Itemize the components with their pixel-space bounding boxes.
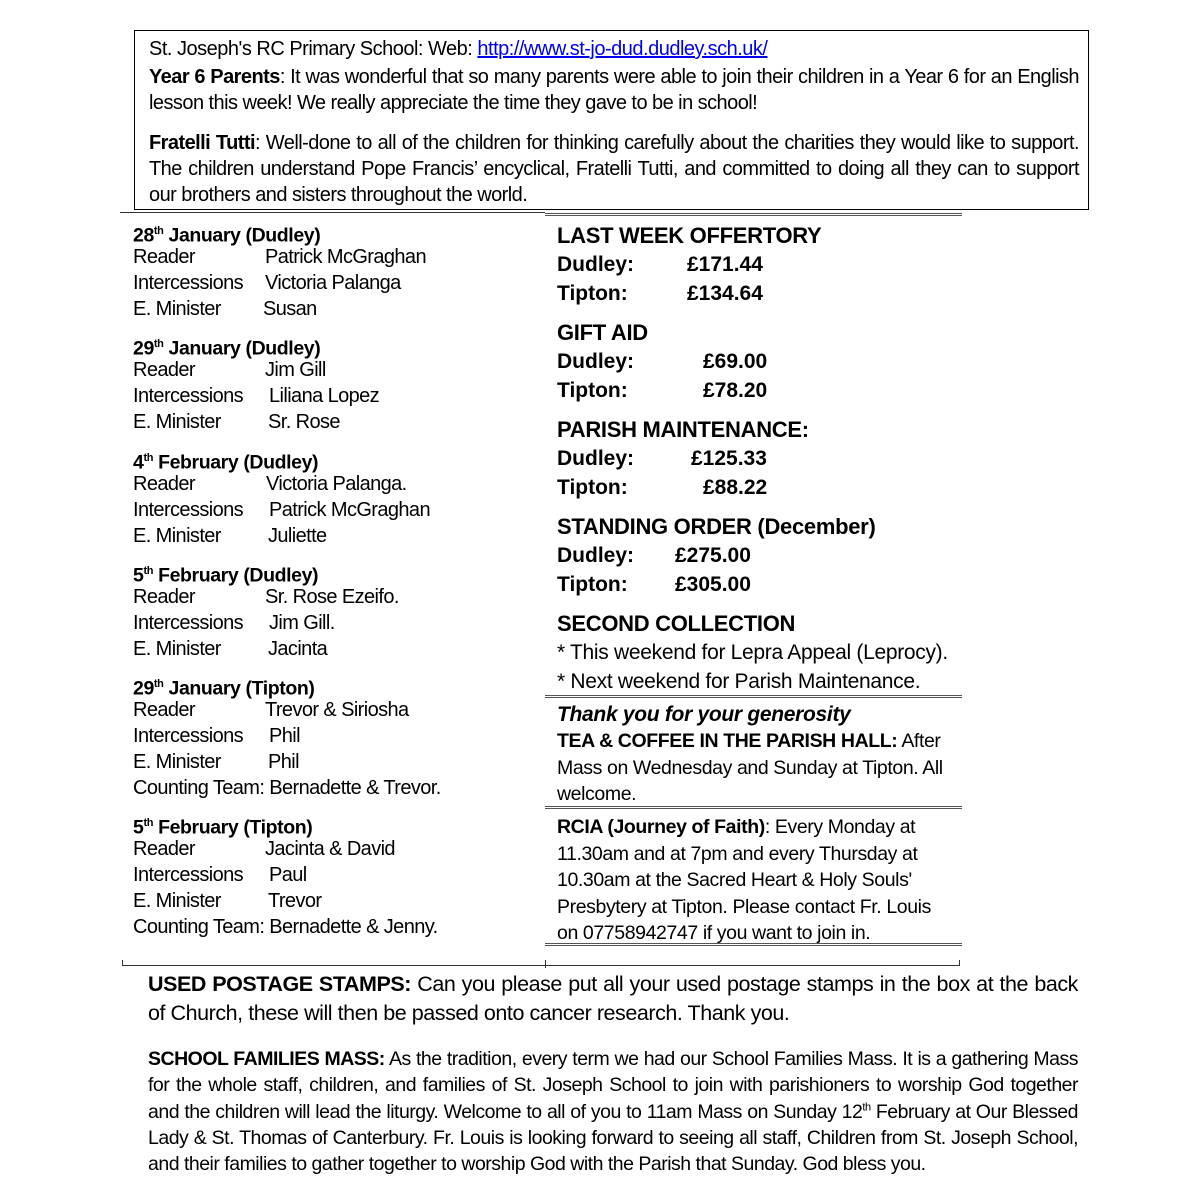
rota-entry [133,810,533,940]
rota-date [133,671,533,700]
standing-row [557,570,957,599]
rota-row-intercessions [133,497,533,523]
mass-text-2: February at Our Blessed Lady & St. Thomas of Canterbury. Fr. Louis is looking forward to seeing all staff, Children from St. Joseph School, and their families to gather together to worship God with the Parish that Sunday. God bless you. [148,1100,1079,1176]
role-label: Reader [133,838,195,860]
rcia-paragraph [557,814,952,947]
amount-value: £305.00 [675,573,751,596]
giftaid-row [557,347,957,376]
divider-bottom [122,965,960,966]
amount-value: £275.00 [675,544,751,567]
rota-day: 29 [133,337,154,360]
tick-right [959,960,960,966]
role-person: Patrick McGraghan [269,499,430,521]
role-person: Trevor [268,890,322,912]
rota-row-minister [133,636,533,662]
rota-row-reader [133,584,533,610]
counting-team: Counting Team: Bernadette & Jenny. [133,916,438,938]
tea-title: TEA & COFFEE IN THE PARISH HALL: [557,730,898,752]
role-person: Liliana Lopez [269,385,380,407]
role-person: Sr. Rose Ezeifo. [265,586,399,608]
role-person: Susan [263,298,317,320]
place-label: Dudley: [557,350,635,373]
rota-row-minister [133,749,533,775]
rota-date-rest: February (Dudley) [153,564,319,587]
role-label: Intercessions [133,272,244,294]
rota-date-rest: January (Tipton) [163,677,315,700]
tea-paragraph [557,728,952,808]
place-label: Tipton: [557,573,628,596]
role-person: Jim Gill. [269,612,335,634]
tick-left [122,960,123,966]
rota-entry [133,558,533,662]
year6-title: Year 6 Parents [149,66,280,88]
role-person: Jacinta [268,638,328,660]
role-person: Sr. Rose [268,411,340,433]
rota-row-intercessions [133,383,533,409]
rota-date-rest: January (Dudley) [163,337,321,360]
rota-day-suffix: th [153,338,164,350]
rota-row-minister [133,296,533,322]
rota-day-suffix: th [153,225,164,237]
rota-day: 29 [133,677,154,700]
mass-title: SCHOOL FAMILIES MASS: [148,1048,385,1070]
amount-value: £78.20 [703,379,768,402]
counting-team: Counting Team: Bernadette & Trevor. [133,777,441,799]
rota-date [133,810,533,839]
year6-paragraph [149,64,1079,116]
role-person: Victoria Palanga [265,272,401,294]
rota-row-reader [133,471,533,497]
maintenance-row [557,444,957,473]
rota-row-reader [133,836,533,862]
rota-date [133,558,533,587]
rota-row-intercessions [133,610,533,636]
rota-date [133,218,533,247]
role-person: Juliette [268,525,327,547]
stamps-text: Can you please put all your used postage stamps in the box at the back of Church, these will then be passed onto cancer research. Thank you. [148,972,1078,1025]
giftaid-title: GIFT AID [557,320,648,345]
rota-day: 28 [133,224,154,247]
rota-day-suffix: th [143,817,154,829]
rota-row-reader [133,357,533,383]
stamps-title: USED POSTAGE STAMPS: [148,972,411,996]
rota-row-minister [133,409,533,435]
second-collection-title: SECOND COLLECTION [557,611,796,636]
role-label: Intercessions [133,385,244,407]
rota-entry [133,671,533,801]
rcia-section [557,814,957,947]
rota-date-rest: February (Tipton) [153,816,313,839]
school-web-link[interactable]: http://www.st-jo-dud.dudley.sch.uk/ [477,38,768,60]
rota-day-suffix: th [143,565,154,577]
rota-row-intercessions [133,270,533,296]
mass-sup: th [862,1101,871,1114]
role-label: E. Minister [133,525,221,547]
fratelli-text: : Well-done to all of the children for thinking carefully about the charities they would like to support. The children understand Pope Francis’ encyclical, Fratelli Tutti, and committed to doing all they can to support our brothers and sisters throughout the world. [149,132,1079,206]
standing-row [557,541,957,570]
rota-date [133,331,533,360]
rota-entry [133,218,533,322]
place-label: Tipton: [557,282,628,305]
role-person: Phil [269,725,300,747]
second-collection-note: * Next weekend for Parish Maintenance. [557,670,921,693]
rota-date [133,445,533,474]
rota-row-reader [133,697,533,723]
school-mass-paragraph [148,1046,1078,1177]
rota-entry [133,331,533,435]
school-news-box [134,30,1089,210]
rota-row-minister [133,888,533,914]
role-label: E. Minister [133,890,221,912]
role-label: E. Minister [133,751,221,773]
role-label: Reader [133,586,195,608]
rcia-title: RCIA (Journey of Faith) [557,816,765,838]
role-label: Reader [133,473,195,495]
mass-text-1: As the tradition, every term we had our School Families Mass. It is a gathering Mass for the whole staff, children, and families of St. Joseph School to join with parishioners to worship God together and the children will lead the liturgy. Welcome to all of you to 11am Mass on Sunday 12 [148,1048,1078,1123]
amount-value: £88.22 [703,476,768,499]
role-label: Intercessions [133,612,244,634]
fratelli-paragraph [149,130,1079,208]
role-label: E. Minister [133,298,221,320]
amount-value: £134.64 [687,282,763,305]
rota-day-suffix: th [143,452,154,464]
fratelli-title: Fratelli Tutti [149,132,256,154]
rota-row-intercessions [133,723,533,749]
place-label: Dudley: [557,544,635,567]
role-person: Paul [269,864,307,886]
rota-date-rest: January (Dudley) [163,224,321,247]
place-label: Dudley: [557,447,635,470]
maintenance-title: PARISH MAINTENANCE: [557,417,809,442]
role-label: Intercessions [133,499,244,521]
role-label: E. Minister [133,411,221,433]
place-label: Tipton: [557,379,628,402]
role-label: Reader [133,246,195,268]
year6-text: : It was wonderful that so many parents were able to join their children in a Year 6 for an English lesson this week! We really appreciate the time they gave to be in school! [149,66,1080,114]
finance-column [557,221,957,696]
offertory-title: LAST WEEK OFFERTORY [557,223,822,248]
rota-day: 5 [133,564,144,587]
role-label: E. Minister [133,638,221,660]
role-label: Reader [133,699,195,721]
thanks-text: Thank you for your generosity [557,703,851,726]
rota-row-intercessions [133,862,533,888]
rota-day-suffix: th [153,678,164,690]
rota-row-minister [133,523,533,549]
rota-day: 4 [133,451,144,474]
giftaid-row [557,376,957,405]
maintenance-row [557,473,957,502]
offertory-row [557,250,957,279]
role-person: Victoria Palanga. [266,473,407,495]
place-label: Dudley: [557,253,635,276]
school-web-line [149,36,1079,62]
tea-text: After Mass on Wednesday and Sunday at Tipton. All welcome. [557,730,943,805]
divider-right-top [545,213,962,216]
amount-value: £69.00 [703,350,768,373]
role-label: Reader [133,359,195,381]
role-label: Intercessions [133,725,244,747]
role-label: Intercessions [133,864,244,886]
rota-row-reader [133,244,533,270]
role-person: Jacinta & David [265,838,395,860]
role-person: Patrick McGraghan [265,246,426,268]
rcia-text: : Every Monday at 11.30am and at 7pm and every Thursday at 10.30am at the Sacred Heart & Holy Souls' Presbytery at Tipton. Please contact Fr. Louis on 07758942747 if you want to join in. [557,816,931,944]
tick-mid [545,960,546,968]
amount-value: £171.44 [687,253,763,276]
rota-entry [133,445,533,549]
rota-date-rest: February (Dudley) [153,451,319,474]
stamps-paragraph [148,970,1078,1027]
standing-title: STANDING ORDER (December) [557,514,876,539]
place-label: Tipton: [557,476,628,499]
offertory-row [557,279,957,308]
rota-day: 5 [133,816,144,839]
tea-coffee-section [557,701,957,808]
role-person: Jim Gill [265,359,326,381]
school-intro: St. Joseph's RC Primary School: Web: [149,38,478,60]
amount-value: £125.33 [691,447,767,470]
divider-left-top [120,212,545,213]
second-collection-note: * This weekend for Lepra Appeal (Leprocy). [557,641,948,664]
role-person: Trevor & Siriosha [265,699,409,721]
role-person: Phil [268,751,299,773]
